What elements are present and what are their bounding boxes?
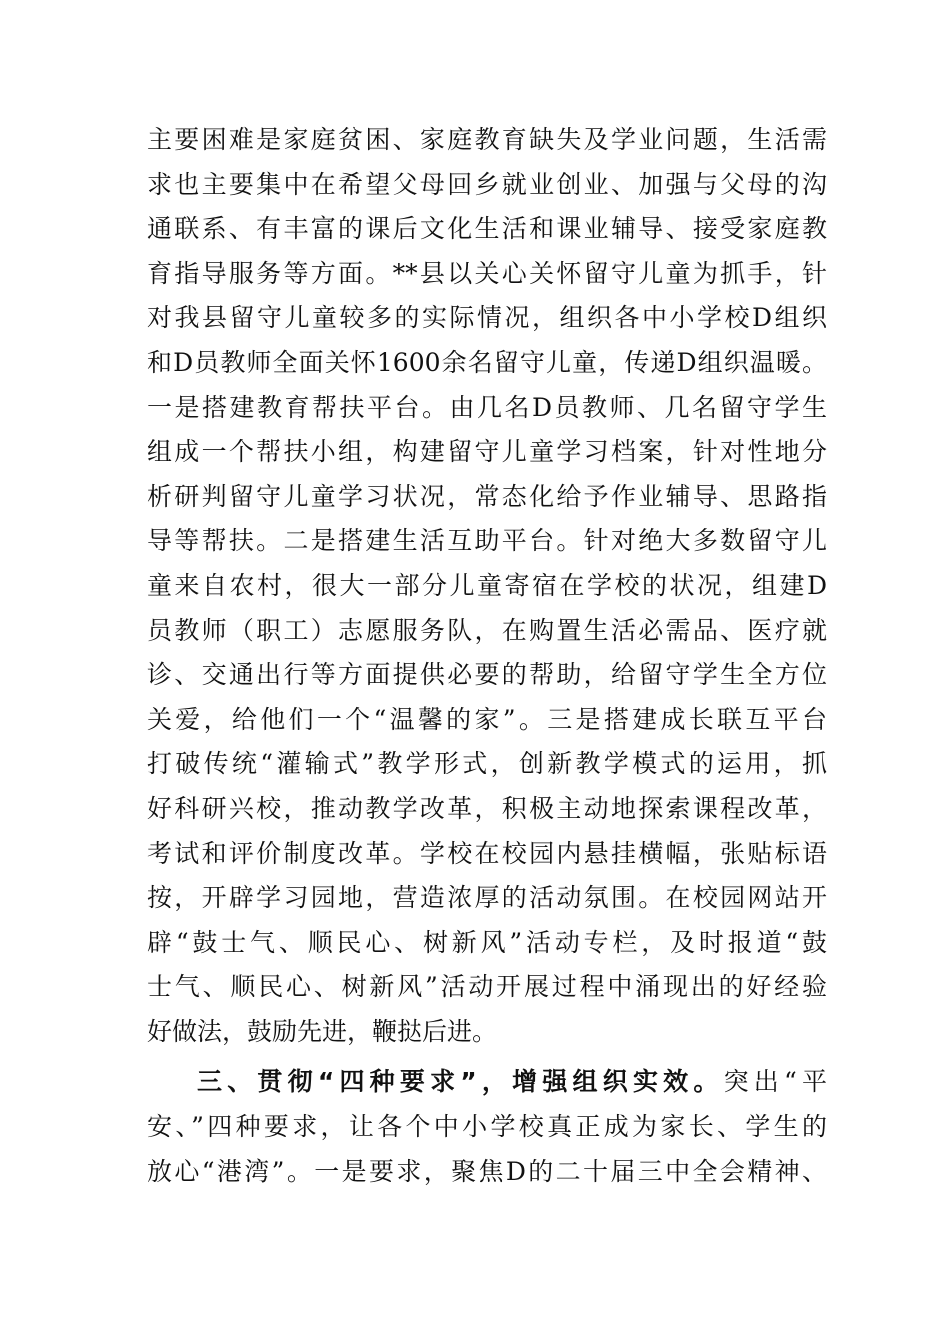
text-line: 好科研兴校，推动教学改革，积极主动地探索课程改革，	[147, 793, 827, 823]
text-line: 辟“鼓士气、顺民心、树新风”活动专栏，及时报道“鼓	[147, 927, 827, 957]
document-body	[147, 118, 827, 1194]
section-heading: 三、贯彻“四种要求”，增强组织实效。	[197, 1067, 724, 1097]
text-line: 和D员教师全面关怀1600余名留守儿童，传递D组织温暖。	[147, 347, 827, 377]
text-line: 关爱，给他们一个“温馨的家”。三是搭建成长联互平台	[147, 704, 827, 734]
text-line: 组成一个帮扶小组，构建留守儿童学习档案，针对性地分	[147, 437, 827, 467]
text-line: 士气、顺民心、树新风”活动开展过程中涌现出的好经验	[147, 972, 827, 1002]
text-line: 诊、交通出行等方面提供必要的帮助，给留守学生全方位	[147, 660, 827, 690]
text-line: 一是搭建教育帮扶平台。由几名D员教师、几名留守学生	[147, 392, 827, 422]
paragraph-1	[147, 118, 827, 1054]
text-line	[147, 1060, 827, 1105]
text-line: 按，开辟学习园地，营造浓厚的活动氛围。在校园网站开	[147, 883, 827, 913]
text-line: 打破传统“灌输式”教学形式，创新教学模式的运用，抓	[147, 749, 827, 779]
text-line: 童来自农村，很大一部分儿童寄宿在学校的状况，组建D	[147, 570, 827, 600]
text-line: 对我县留守儿童较多的实际情况，组织各中小学校D组织	[147, 303, 827, 333]
text-line: 安、”四种要求，让各个中小学校真正成为家长、学生的	[147, 1112, 827, 1142]
text-line: 通联系、有丰富的课后文化生活和课业辅导、接受家庭教	[147, 214, 827, 244]
text-line: 好做法，鼓励先进，鞭挞后进。	[147, 1016, 498, 1046]
text-line: 育指导服务等方面。**县以关心关怀留守儿童为抓手，针	[147, 258, 827, 288]
text-line: 导等帮扶。二是搭建生活互助平台。针对绝大多数留守儿	[147, 526, 827, 556]
heading-line-rest: 突出“平	[723, 1067, 827, 1097]
text-line: 主要困难是家庭贫困、家庭教育缺失及学业问题，生活需	[147, 125, 827, 154]
text-line: 放心“港湾”。一是要求，聚焦D的二十届三中全会精神、	[147, 1156, 827, 1186]
text-line: 考试和评价制度改革。学校在校园内悬挂横幅，张贴标语	[147, 838, 827, 868]
paragraph-2	[147, 1060, 827, 1194]
text-line: 员教师（职工）志愿服务队，在购置生活必需品、医疗就	[147, 615, 827, 645]
text-line: 求也主要集中在希望父母回乡就业创业、加强与父母的沟	[147, 169, 827, 199]
text-line: 析研判留守儿童学习状况，常态化给予作业辅导、思路指	[147, 481, 827, 511]
